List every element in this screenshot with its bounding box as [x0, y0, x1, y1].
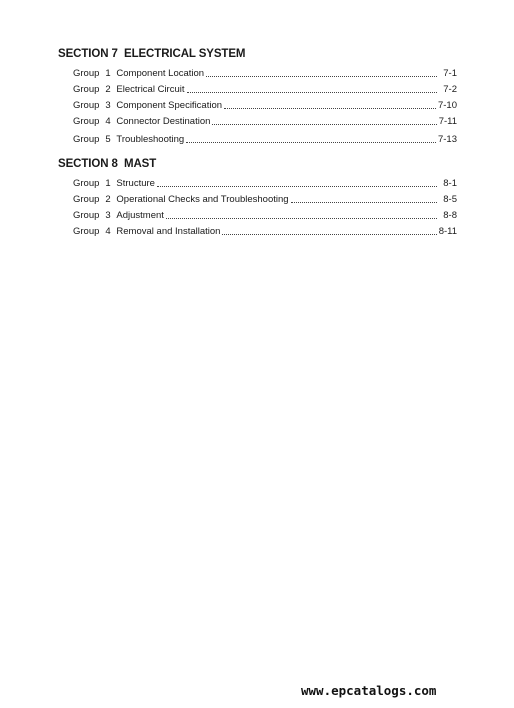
group-label: Group	[73, 84, 100, 95]
group-label: Group	[73, 116, 100, 127]
group-title: Structure	[116, 178, 155, 189]
group-title: Electrical Circuit	[116, 84, 185, 95]
group-label: Group	[73, 226, 100, 237]
group-label: Group	[73, 100, 100, 111]
page-number: 7-10	[437, 100, 457, 111]
group-title: Operational Checks and Troubleshooting	[116, 194, 289, 205]
section-8-title: SECTION 8 MAST	[58, 158, 157, 170]
page-number: 7-11	[438, 116, 457, 127]
page-number: 7-2	[443, 84, 457, 95]
dot-leader	[291, 202, 437, 203]
dot-leader	[224, 108, 436, 109]
toc-entry-s7-g1[interactable]	[73, 67, 457, 80]
page-number: 8-8	[443, 210, 457, 221]
group-title: Component Specification	[116, 100, 223, 111]
group-label: Group	[73, 178, 100, 189]
group-number: 1	[105, 68, 111, 79]
dot-leader	[206, 76, 437, 77]
toc-entry-s7-g5[interactable]	[73, 133, 457, 146]
dot-leader	[187, 92, 437, 93]
dot-leader	[212, 124, 436, 125]
group-title: Adjustment	[116, 210, 164, 221]
dot-leader	[166, 218, 437, 219]
group-number: 4	[105, 226, 111, 237]
group-label: Group	[73, 134, 100, 145]
group-title: Troubleshooting	[116, 134, 185, 145]
group-label: Group	[73, 210, 100, 221]
dot-leader	[222, 234, 436, 235]
page-number: 8-11	[438, 226, 457, 237]
toc-entry-s7-g4[interactable]	[73, 115, 457, 128]
page-number: 8-5	[443, 194, 457, 205]
toc-entry-s8-g1[interactable]	[73, 177, 457, 190]
dot-leader	[186, 142, 436, 143]
toc-entry-s7-g2[interactable]	[73, 83, 457, 96]
group-number: 5	[105, 134, 111, 145]
page-number: 7-13	[437, 134, 457, 145]
group-number: 3	[105, 210, 111, 221]
page-number: 8-1	[443, 178, 457, 189]
group-title: Removal and Installation	[116, 226, 221, 237]
toc-entry-s7-g3[interactable]	[73, 99, 457, 112]
group-number: 2	[105, 84, 111, 95]
toc-entry-s8-g2[interactable]	[73, 193, 457, 206]
group-label: Group	[73, 194, 100, 205]
page-number: 7-1	[443, 68, 457, 79]
group-number: 3	[105, 100, 111, 111]
group-number: 2	[105, 194, 111, 205]
toc-entry-s8-g4[interactable]	[73, 225, 457, 238]
group-title: Connector Destination	[116, 116, 211, 127]
section-7-title: SECTION 7 ELECTRICAL SYSTEM	[58, 48, 246, 60]
group-title: Component Location	[116, 68, 205, 79]
toc-entry-s8-g3[interactable]	[73, 209, 457, 222]
group-number: 4	[105, 116, 111, 127]
dot-leader	[157, 186, 437, 187]
footer-watermark-url[interactable]: www.epcatalogs.com	[301, 683, 437, 698]
group-label: Group	[73, 68, 100, 79]
group-number: 1	[105, 178, 111, 189]
